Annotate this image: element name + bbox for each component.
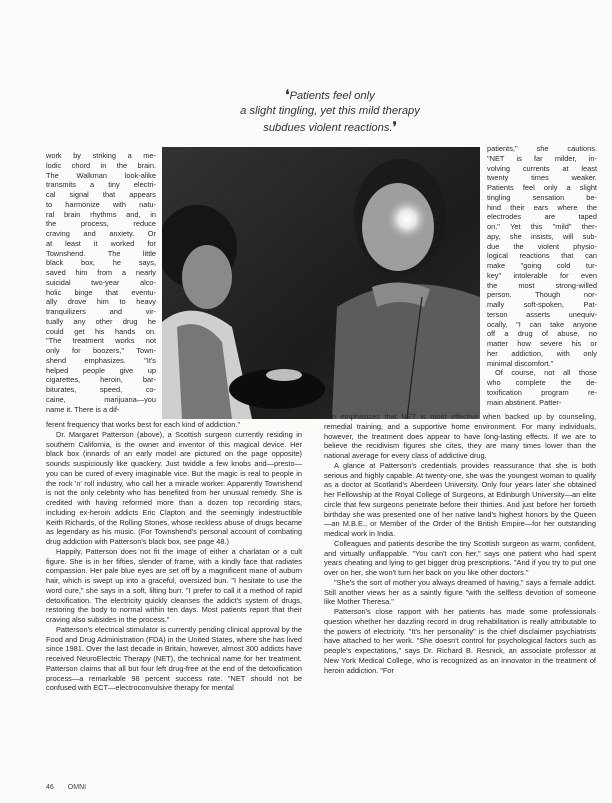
page-number: 46 (46, 784, 54, 791)
paragraph: Colleagues and patients describe the tiny Scottish surgeon as warm, confident, and virtually unflappable. "You can't con her," says one patient who had spent years cheating and lying to get bigger drug prescriptions. "And if you try to put one over on her, she won't turn her back on you like other doctors." (324, 538, 596, 577)
pull-quote (150, 87, 510, 136)
article-photo (162, 147, 480, 419)
text-line: mally soft-spoken, Pat- (487, 300, 597, 309)
text-line: hind their ears where the (487, 202, 597, 212)
paragraph: Patterson's close rapport with her patients has made some professionals question whether her dazzling record in drug rehabilitation is really attributable to the powers of electricity. "It's her personality" is the chief disclaimer psychiatrists have attached to her work. "She doesn't control for psychological factors such as people's expectations," says Dr. Richard B. Resnick, an associate professor at New York Medical College, who is recognized as an innovator in the treatment of heroin addiction. "For (324, 607, 596, 675)
pull-quote-line: ❛Patients feel only (285, 87, 375, 102)
text-line: The Walkman look-alike (46, 170, 156, 180)
text-line: helped people give up (46, 365, 156, 375)
right-narrow-column (487, 144, 597, 407)
text-line: only for boozers," Town- (46, 346, 156, 355)
text-line: matter how severe his or (487, 339, 597, 348)
text-line: black box, he says, (46, 258, 156, 268)
text-line: suicidal two-year alco- (46, 277, 156, 287)
text-line: due the violent physio- (487, 241, 597, 251)
text-line: who complete the de- (487, 378, 597, 387)
text-line: off a drug of abuse, no (487, 329, 597, 339)
text-line: Townshend. The little (46, 248, 156, 258)
photo-illustration (162, 147, 480, 419)
text-line: on." Yet this "mild" ther- (487, 222, 597, 231)
text-line: at least it worked for (46, 238, 156, 248)
text-line: logical reactions that can (487, 251, 597, 261)
paragraph: ferent frequency that works best for each kind of addiction." (46, 420, 241, 429)
paragraph: son emphasizes that NET is most effective when backed up by counseling, remedial training, and a supportive home environment. For many individuals, however, the treatment does appear to have long-lasting effects. If we are to believe the recidivism figures she cites, they are many times lower than the national average for every class of addictive drug. (324, 412, 596, 460)
text-line: tranquilizers and vir- (46, 307, 156, 316)
text-line: shend emphasizes. "It's (46, 355, 156, 365)
text-line: tually any other drug he (46, 316, 156, 326)
text-line: could get his hands on. (46, 326, 156, 336)
text-line: holic binge that eventu- (46, 287, 156, 297)
text-line: craving and anxiety. Or (46, 229, 156, 238)
open-quote-mark: ❛ (285, 87, 290, 102)
text-line: name it. There is a dif- (46, 404, 120, 414)
text-line: caine, marijuana—you (46, 394, 156, 404)
text-line: cigarettes, heroin, bar- (46, 375, 156, 385)
text-line: ocally, "I can take anyone (487, 319, 597, 329)
text-line: minimal discomfort." (487, 358, 554, 368)
text-line: ally drove him to heavy (46, 297, 156, 307)
paragraph: Patterson's electrical stimulator is currently pending clinical approval by the Food and Drug Administration (FDA) in the United States, where she has lived since 1981. Over the last decade in Britain, however, almost 300 addicts have received NeuroElectric Therapy (NET), the technical name for her treatment. Patterson claims that all but four left drug-free at the end of the detoxification process—a remarkable 98 percent success rate. "NET should not be confused with ECT—electroconvulsive therapy for mental (46, 624, 302, 693)
text-line: terson asserts unequiv- (487, 309, 597, 319)
text-line: key" intolerable for even (487, 270, 597, 280)
text-line: apy, she insists, will sub- (487, 231, 597, 241)
text-line: the most strong-willed (487, 280, 597, 290)
text-line: patients," she cautions. (487, 144, 597, 153)
text-line: electrodes are taped (487, 212, 597, 222)
bottom-right-column (324, 412, 596, 675)
paragraph: "She's the sort of mother you always dreamed of having," says a female addict. Still another views her as a saintly figure "with the selfless devotion of someone like Mother Theresa." (324, 577, 596, 607)
text-line: volving currents at least (487, 163, 597, 173)
text-line: ral brain rhythms and, in (46, 209, 156, 219)
text-line: Of course, not all those (495, 368, 597, 378)
pull-quote-line: subdues violent reactions.❜ (263, 119, 397, 134)
text-line: Patients feel only a slight (487, 183, 597, 192)
text-line: the process, reduce (46, 219, 156, 229)
text-line: "The treatment works not (46, 336, 156, 346)
paragraph: Dr. Margaret Patterson (above), a Scottish surgeon currently residing in southern California, is the owner and inventor of this magical device. Her black box (innards of an early model are pictured on the page opposite) sounds suspiciously like quackery. Just twiddle a few knobs and—presto—you can be cured of every imaginable vice. But the magic is real to people in the rock 'n' roll industry, who call her a miracle worker. Apparently Townshend is not the only celebrity who has benefited from her unusual remedy. She is credited with having reformed more than a dozen top recording stars, including ex-heroin addicts Eric Clapton and the seemingly indestructible Keith Richards, of the Rolling Stones, whose reckless abuse of drugs became as legendary as his music. (For Townshend's personal account of combating drug addiction with Patterson's black box, see page 48.) (46, 429, 302, 546)
text-line: work by striking a me- (46, 151, 156, 160)
text-line: biturates, speed, co- (46, 385, 156, 394)
text-line: cal signal that appears (46, 190, 156, 199)
text-line: to harmonize with natu- (46, 199, 156, 209)
text-line: toxification program re- (487, 387, 597, 397)
left-narrow-column (46, 151, 156, 414)
text-line: twenty times weaker. (487, 173, 597, 183)
text-line: lodic chord in the brain. (46, 160, 156, 170)
paragraph: Happily, Patterson does not fit the image of either a charlatan or a cult figure. She is in her fifties, slender of frame, with a kindly face that radiates compassion. Her pale blue eyes are set off by a magnificent mane of auburn hair, which is swept up into a graceful, oversized bun. "I hesitate to use the word cure," she says in a soft, lilting burr. "I prefer to call it a method of rapid detoxification. The electricity quickly cleanses the addict's system of drugs, restoring the body to normal within ten days. Most patients report that their craving also subsides in the process." (46, 546, 302, 624)
pull-quote-line: a slight tingling, yet this mild therapy (240, 105, 420, 117)
close-quote-mark: ❜ (392, 119, 397, 134)
text-line: main abstinent. Patter- (487, 397, 562, 407)
text-line: "NET is far milder, in- (487, 153, 597, 163)
magazine-name: OMNI (67, 784, 87, 791)
text-line: person. Though nor- (487, 290, 597, 300)
text-line: tingling sensation be- (487, 192, 597, 202)
paragraph: A glance at Patterson's credentials provides reassurance that she is both serious and highly capable. At twenty-one, she was the youngest woman to qualify as a doctor at Scotland's Aberdeen University. Only four years later she obtained her Fellowship at the Royal College of Surgeons, at Edinburgh University—an elite circle that few surgeons penetrate before their thirties. And just before her fortieth birthday she was presented one of her native land's highest honors by the Queen—an M.B.E., or Member of the Order of the British Empire—for her outstanding medical work in India. (324, 460, 596, 538)
text-line: her addiction, with only (487, 348, 597, 358)
bottom-left-column (46, 420, 302, 693)
text-line: make "going cold tur- (487, 261, 597, 270)
text-line: transmits a tiny electri- (46, 180, 156, 190)
text-line: saved him from a nearly (46, 268, 156, 277)
folio (46, 784, 100, 791)
